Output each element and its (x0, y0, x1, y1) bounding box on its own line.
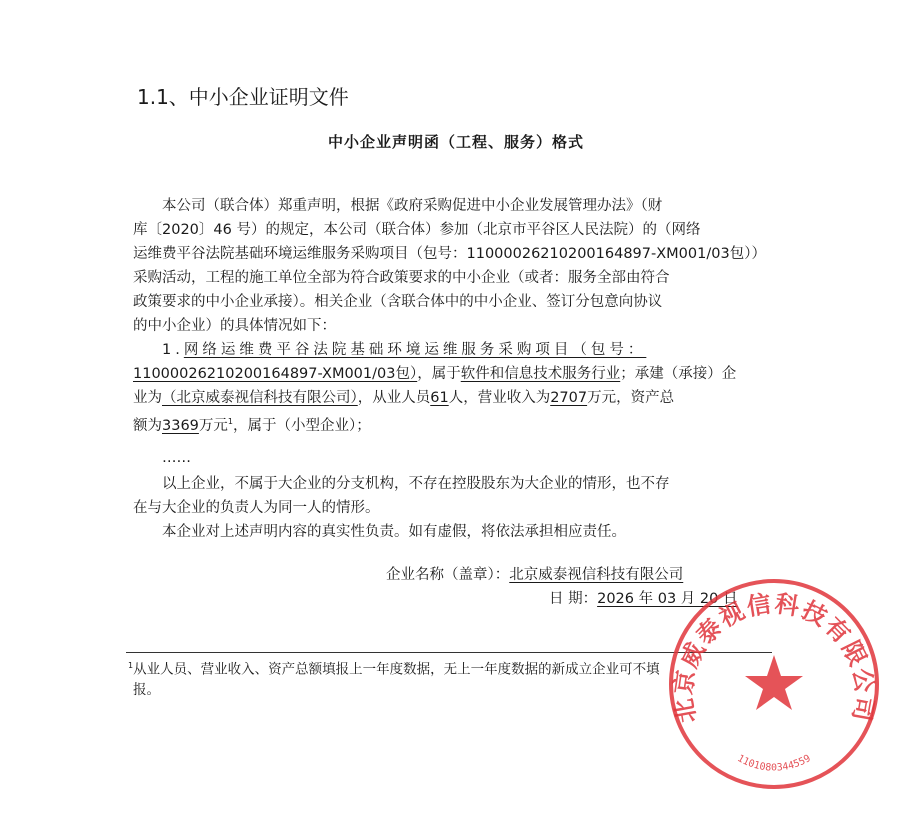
company-seal (665, 575, 883, 793)
para1-line-6: 的中小企业）的具体情况如下： (133, 318, 336, 334)
item-project: 网络运维费平谷法院基础环境运维服务采购项目（包号： (183, 342, 647, 358)
para2-line-2: 在与大企业的负责人为同一人的情形。 (133, 500, 380, 516)
footnote-ref: 1 (227, 417, 233, 426)
date-value: 2026 年 03 月 20 日 (597, 591, 738, 607)
para1-line-2: 库〔2020〕46 号）的规定，本公司（联合体）参加（北京市平谷区人民法院）的（网络 (133, 222, 701, 238)
item-project-cont: 11000026210200164897-XM001/03包） (133, 366, 418, 382)
item-unit: 万元 (198, 417, 228, 434)
item-contractor-label: ；承建（承接）企 (620, 366, 737, 382)
item-line-2 (133, 364, 736, 384)
item-assets-prefix: 额为 (133, 417, 162, 434)
section-heading: 1.1、中小企业证明文件 (137, 85, 349, 109)
para3: 本企业对上述声明内容的真实性负责。如有虚假，将依法承担相应责任。 (162, 524, 626, 540)
para1-line-3: 运维费平谷法院基础环境运维服务采购项目（包号：11000026210200164897-XM001/03包）） (133, 246, 766, 262)
company-sign-label: 企业名称（盖章）： (386, 567, 510, 583)
para2-line-1: 以上企业，不属于大企业的分支机构，不存在控股股东为大企业的情形，也不存 (162, 476, 670, 492)
item-size: ，属于（小型企业）； (233, 417, 371, 434)
document-title: 中小企业声明函（工程、服务）格式 (327, 133, 584, 151)
seal-text: 北京威泰视信科技有限公司 (669, 589, 879, 726)
footnote-line-1 (128, 656, 660, 680)
seal-star-icon (745, 655, 803, 710)
footnote-text-1: 从业人员、营业收入、资产总额填报上一年度数据，无上一年度数据的新成立企业可不填 (133, 661, 660, 678)
item-revenue: 2707 (550, 390, 588, 406)
ellipsis: …… (162, 450, 191, 466)
item-industry: 软件和信息技术服务行业 (460, 366, 621, 382)
item-assets: 3369 (162, 417, 199, 434)
para1-line-4: 采购活动，工程的施工单位全部为符合政策要求的中小企业（或者：服务全部由符合 (133, 270, 670, 286)
item-revenue-label: 人，营业收入为 (448, 390, 551, 406)
item-belongs-label: ，属于 (417, 366, 461, 382)
para1-line-1: 本公司（联合体）郑重声明，根据《政府采购促进中小企业发展管理办法》（财 (162, 198, 663, 214)
footnote-line-2: 报。 (133, 682, 160, 698)
item-line-4 (133, 412, 371, 436)
item-company-label: 业为 (133, 390, 162, 406)
item-number: 1. (162, 342, 184, 358)
item-staff: 61 (430, 390, 449, 406)
company-sign-name: 北京威泰视信科技有限公司 (509, 567, 684, 583)
item-assets-label: 万元，资产总 (587, 390, 675, 406)
item-line-3 (133, 388, 674, 408)
para1-line-5: 政策要求的中小企业承接）。相关企业（含联合体中的中小企业、签订分包意向协议 (133, 294, 663, 310)
company-sign-line (386, 565, 683, 585)
date-label: 日 期： (549, 591, 598, 607)
item-company: （北京威泰视信科技有限公司） (162, 390, 358, 406)
item-staff-label: ，从业人员 (357, 390, 431, 406)
item-line-1 (162, 340, 646, 360)
seal-code: 1101080344559 (735, 753, 813, 774)
footnote-mark: 1 (128, 661, 134, 670)
